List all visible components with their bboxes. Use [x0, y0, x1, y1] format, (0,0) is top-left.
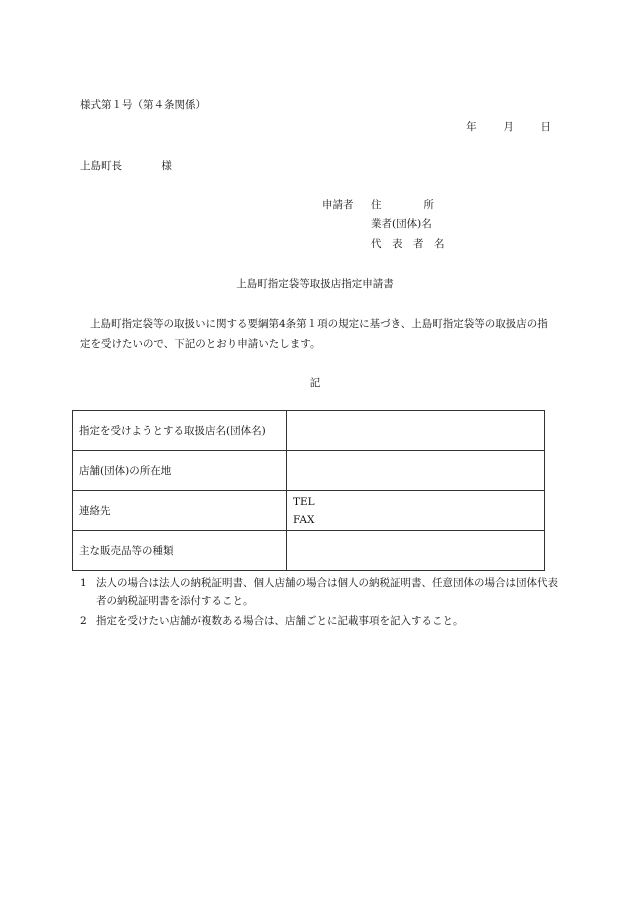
application-table [72, 410, 545, 571]
row-goods-value[interactable] [287, 531, 545, 571]
row-location-label: 店舗(団体)の所在地 [73, 451, 287, 491]
note-number: 1 [80, 577, 87, 589]
table-row [73, 451, 545, 491]
tel-label: TEL [293, 495, 315, 508]
row-shop-name-label: 指定を受けようとする取扱店名(団体名) [73, 411, 287, 451]
addressee-name: 上島町長 [80, 160, 122, 172]
table-row [73, 491, 545, 531]
fax-label: FAX [293, 513, 315, 526]
document-title: 上島町指定袋等取扱店指定申請書 [236, 278, 394, 290]
addressee-honorific: 様 [161, 160, 172, 172]
note-number: 2 [80, 615, 87, 627]
row-contact-value[interactable] [287, 491, 545, 531]
date-year-label: 年 [466, 121, 477, 133]
note-text: 指定を受けたい店舗が複数ある場合は、店舗ごとに記載事項を記入すること。 [96, 615, 464, 627]
row-location-value[interactable] [287, 451, 545, 491]
applicant-representative-label: 代 表 者 名 [371, 238, 445, 250]
notes [80, 574, 558, 632]
addressee [80, 158, 172, 173]
body-text: 上島町指定袋等の取扱いに関する要綱第4条第１項の規定に基づき、上島町指定袋等の取扱店の指定を受けたいので、下記のとおり申請いたします。 [80, 318, 548, 350]
table-row [73, 411, 545, 451]
applicant-business-name-label: 業者(団体)名 [371, 218, 432, 230]
note-item [80, 574, 558, 610]
row-shop-name-value[interactable] [287, 411, 545, 451]
applicant-address-label: 住 所 [371, 199, 434, 211]
applicant-label: 申請者 [322, 199, 354, 211]
row-contact-label: 連絡先 [73, 491, 287, 531]
note-text: 法人の場合は法人の納税証明書、個人店舗の場合は個人の納税証明書、任意団体の場合は団体代表者の納税証明書を添付すること。 [96, 577, 558, 607]
table-row [73, 531, 545, 571]
note-item [80, 612, 558, 630]
date-month-label: 月 [503, 121, 514, 133]
date-day-label: 日 [540, 121, 551, 133]
date-line [466, 119, 551, 134]
ki-heading: 記 [309, 377, 321, 389]
row-goods-label: 主な販売品等の種類 [73, 531, 287, 571]
form-number: 様式第１号（第４条関係） [80, 99, 206, 111]
